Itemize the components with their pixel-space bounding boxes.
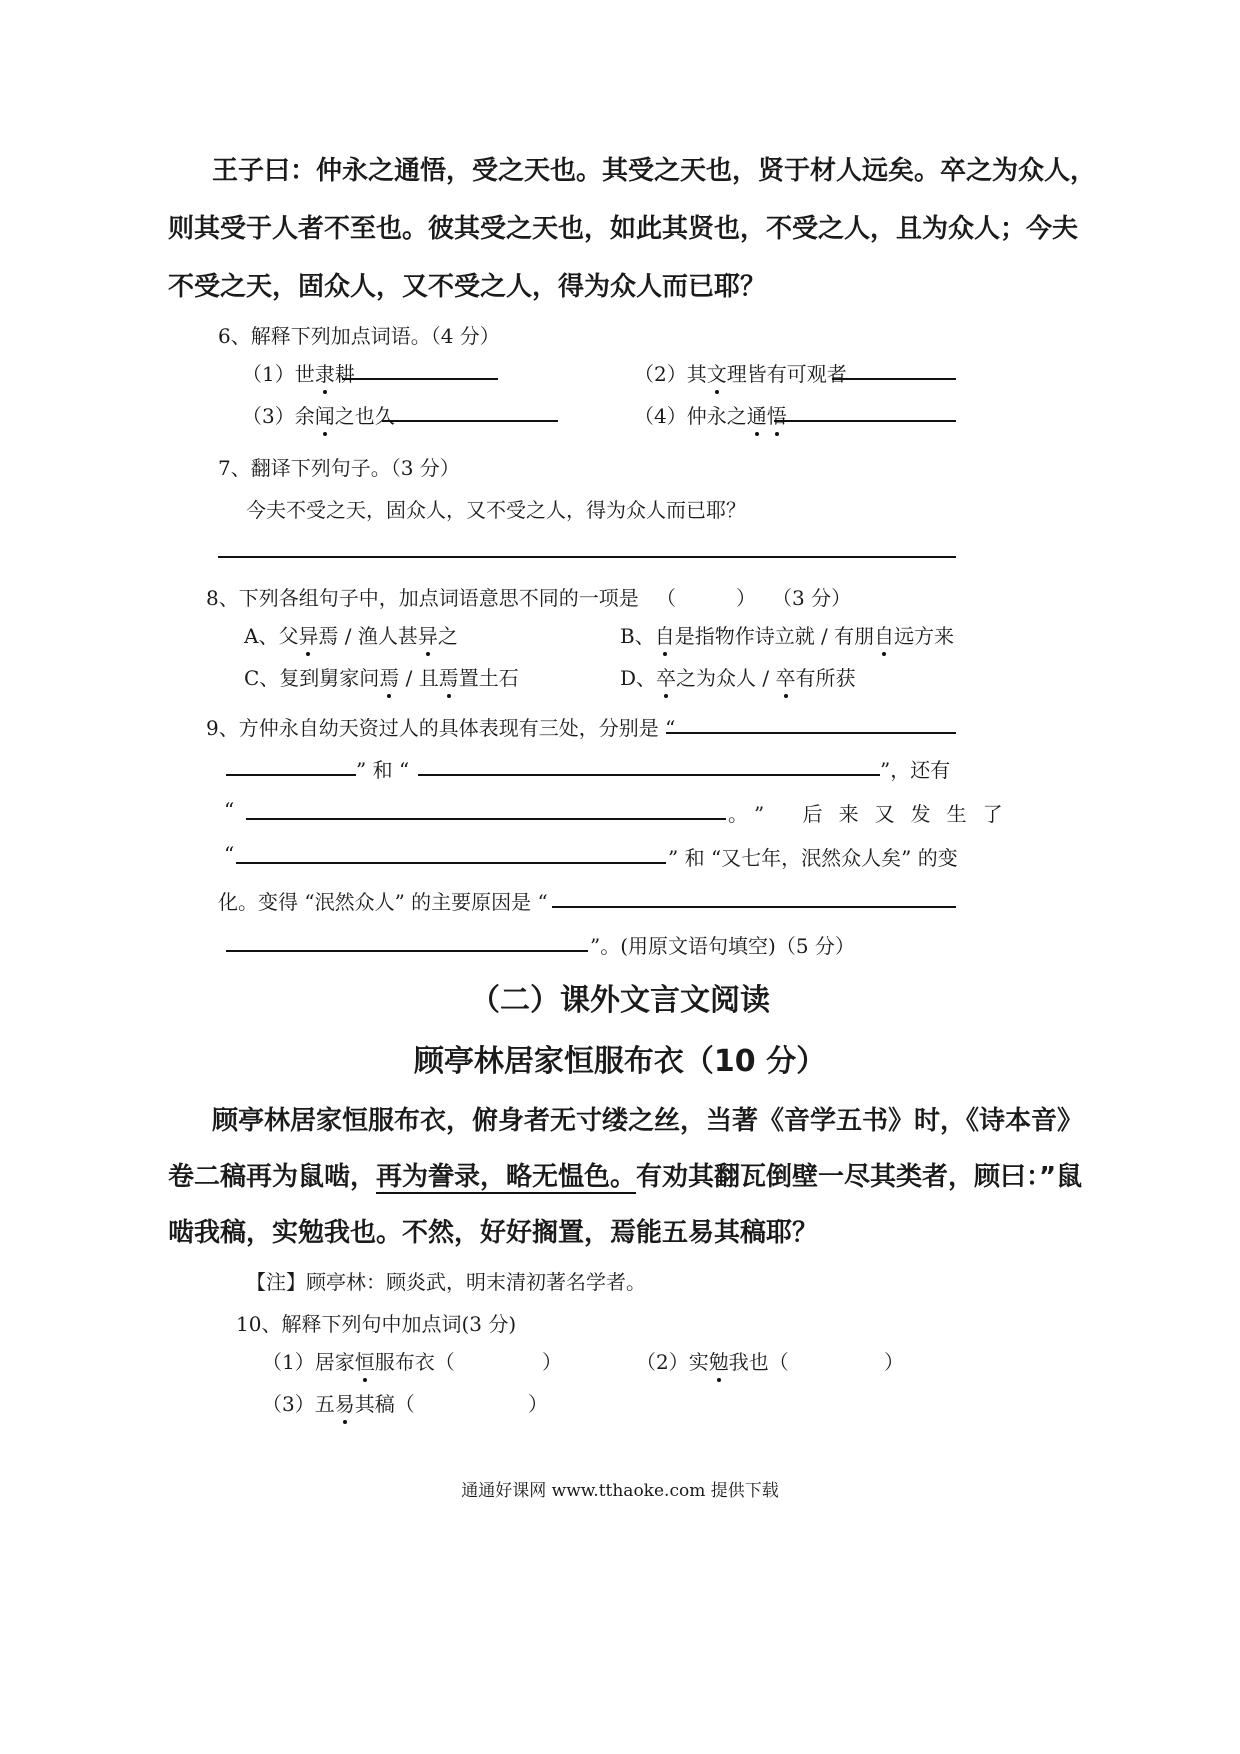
- text: 置土石: [458, 666, 519, 690]
- q9-line5-start: 化。变得 “泯然众人” 的主要原因是 “: [218, 890, 548, 914]
- q9-blank-2[interactable]: [418, 774, 880, 776]
- option-label: C、: [244, 666, 280, 690]
- passage2-title: 顾亭林居家恒服布衣（10 分）: [413, 1044, 827, 1079]
- text: 卷二稿再为鼠啮，: [168, 1162, 377, 1192]
- q10-item2-close: ）: [884, 1350, 904, 1374]
- text: （2）实: [636, 1350, 709, 1374]
- passage2-line1: 顾亭林居家恒服布衣，俯身者无寸缕之丝，当著《音学五书》时，《诗本音》: [212, 1106, 1084, 1136]
- q9-line2-end: ”，还有: [880, 758, 951, 782]
- q6-title: 6、解释下列加点词语。（4 分）: [218, 324, 500, 348]
- underlined-sentence: 再为誊录，略无愠色。: [376, 1162, 637, 1192]
- text: 有所获: [795, 666, 856, 690]
- q9-line3-end: 。” 后来又发生了: [728, 802, 1019, 826]
- q9-start: 9、方仲永自幼天资过人的具体表现有三处，分别是 “: [206, 716, 676, 740]
- dotted-word: 文: [707, 358, 727, 387]
- q9-line6-end: ”。(用原文语句填空)（5 分）: [590, 934, 855, 958]
- q8-paren-open: （: [656, 586, 676, 610]
- text: （1）居家: [262, 1350, 355, 1374]
- dotted-word: 勉: [709, 1346, 729, 1375]
- q9-blank-5-cont[interactable]: [226, 950, 588, 952]
- text: 是指物作诗立就 / 有朋: [674, 624, 875, 648]
- option-label: B、: [620, 624, 655, 648]
- q8-answer-slot[interactable]: [680, 604, 732, 606]
- dotted-word: 卒: [776, 662, 796, 691]
- text: 其稿（: [354, 1392, 415, 1416]
- passage1-line3: 不受之天，固众人，又不受之人，得为众人而已耶？: [168, 272, 767, 302]
- passage1-line1: 王子曰：仲永之通悟，受之天也。其受之天也，贤于材人远矣。卒之为众人，: [212, 156, 1097, 186]
- text: / 且: [399, 666, 439, 690]
- dotted-word: 通: [747, 400, 767, 429]
- text: （4）仲永之: [634, 404, 747, 428]
- q10-item3: [262, 1388, 415, 1417]
- q10-item2-answer-slot[interactable]: [780, 1368, 880, 1370]
- q8-option-c: [244, 662, 519, 691]
- q9-blank-4[interactable]: [236, 862, 666, 864]
- q9-blank-5[interactable]: [552, 906, 956, 908]
- dotted-word: 焉: [379, 662, 399, 691]
- text: （1）世: [242, 362, 315, 386]
- q9-line3-start: “: [224, 798, 235, 822]
- option-label: D、: [620, 666, 657, 690]
- q10-item1-answer-slot[interactable]: [440, 1368, 540, 1370]
- q10-item1-close: ）: [542, 1350, 562, 1374]
- dotted-word: 自: [874, 620, 894, 649]
- dotted-word: 悟: [767, 400, 787, 429]
- q6-item2: [634, 358, 847, 387]
- q10-item2: [636, 1346, 789, 1375]
- passage2-line2: [168, 1156, 1082, 1193]
- q8-score: （3 分）: [772, 586, 852, 610]
- text: （3）余: [242, 404, 315, 428]
- text: 服布衣（: [374, 1350, 455, 1374]
- q6-item1: [242, 358, 355, 387]
- dotted-word: 易: [335, 1388, 355, 1417]
- text: 之为众人 /: [676, 666, 776, 690]
- q8-option-b: [620, 620, 954, 649]
- q9-blank-3[interactable]: [246, 818, 726, 820]
- dotted-word: 焉: [439, 662, 459, 691]
- q6-item3-answer-blank[interactable]: [382, 420, 558, 422]
- option-label: A、: [244, 624, 279, 648]
- text: 远方来: [894, 624, 955, 648]
- q9-blank-1-cont[interactable]: [226, 774, 356, 776]
- q10-item3-close: ）: [528, 1392, 548, 1416]
- text: 我也（: [728, 1350, 789, 1374]
- q8-paren-close: ）: [736, 586, 756, 610]
- passage2-line3: 啮我稿，实勉我也。不然，好好搁置，焉能五易其稿耶？: [168, 1218, 819, 1248]
- dotted-word: 隶: [315, 358, 335, 387]
- passage2-note: 【注】顾亭林：顾炎武，明末清初著名学者。: [246, 1270, 646, 1294]
- dotted-word: 异: [298, 620, 318, 649]
- text: 焉 / 渔人甚: [318, 624, 418, 648]
- q6-item1-answer-blank[interactable]: [342, 378, 498, 380]
- text: 耕: [334, 362, 355, 386]
- q6-item4: [634, 400, 787, 429]
- q9-blank-1[interactable]: [666, 732, 956, 734]
- q8-option-a: [244, 620, 458, 649]
- q6-item3: [242, 400, 395, 429]
- q9-line2-mid: ” 和 “: [356, 758, 410, 782]
- q10-item3-answer-slot[interactable]: [400, 1410, 524, 1412]
- text: （2）其: [634, 362, 707, 386]
- section-heading: （二）课外文言文阅读: [470, 983, 770, 1018]
- text: 复到舅家问: [279, 666, 380, 690]
- q6-item2-answer-blank[interactable]: [832, 378, 956, 380]
- text: 之: [437, 624, 458, 648]
- dotted-word: 恒: [355, 1346, 375, 1375]
- dotted-word: 自: [655, 620, 675, 649]
- q8-title: 8、下列各组句子中，加点词语意思不同的一项是: [206, 586, 639, 610]
- q9-line4-end: ” 和 “又七年，泯然众人矣” 的变: [668, 846, 958, 870]
- passage1-line2: 则其受于人者不至也。彼其受之天也，如此其贤也，不受之人，且为众人；今夫: [168, 214, 1079, 244]
- text: 父: [278, 624, 299, 648]
- q7-answer-line[interactable]: [218, 556, 956, 558]
- q6-item4-answer-blank[interactable]: [774, 420, 956, 422]
- text: （3）五: [262, 1392, 335, 1416]
- footer: 通通好课网 www.tthaoke.com 提供下载: [461, 1481, 779, 1501]
- q8-option-d: [620, 662, 856, 691]
- q10-item1: [262, 1346, 455, 1375]
- q10-title: 10、解释下列句中加点词(3 分): [236, 1312, 517, 1336]
- dotted-word: 异: [418, 620, 438, 649]
- q7-title: 7、翻译下列句子。（3 分）: [218, 456, 460, 480]
- dotted-word: 卒: [656, 662, 676, 691]
- q7-sentence: 今夫不受之天，固众人，又不受之人，得为众人而已耶？: [246, 498, 746, 522]
- q9-line4-start: “: [224, 842, 235, 866]
- text: 有劝其翻瓦倒壁一尽其类者，顾曰：”鼠: [636, 1162, 1083, 1192]
- text: 之也久: [334, 404, 395, 428]
- text: 理皆有可观者: [726, 362, 847, 386]
- dotted-word: 闻: [315, 400, 335, 429]
